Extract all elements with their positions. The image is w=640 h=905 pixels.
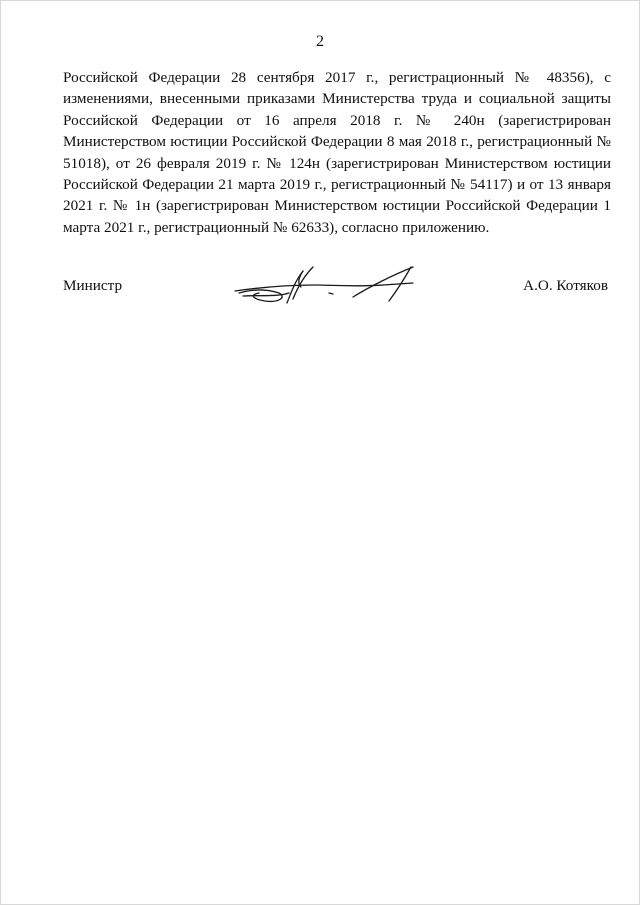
page-number: 2	[316, 33, 324, 50]
body-paragraph: Российской Федерации 28 сентября 2017 г., регистрационный № 48356), с изменениями, внесенными приказами Министерства труда и социальной защиты Российской Федерации от 16 апреля 2018 г. № 240н (зарегистрирован Министерством юстиции Российской Федерации 8 мая 2018 г., регистрационный № 51018), от 26 февраля 2019 г. № 124н (зарегистрирован Министерством юстиции Российской Федерации 21 марта 2019 г., регистрационный № 54117) и от 13 января 2021 г. № 1н (зарегистрирован Министерством юстиции Российской Федерации 1 марта 2021 г., регистрационный № 62633), согласно приложению.	[63, 69, 611, 236]
signatory-name: А.О. Котяков	[523, 277, 608, 294]
signature-block	[63, 263, 608, 313]
signatory-title: Министр	[63, 277, 123, 294]
handwritten-signature	[233, 263, 423, 313]
